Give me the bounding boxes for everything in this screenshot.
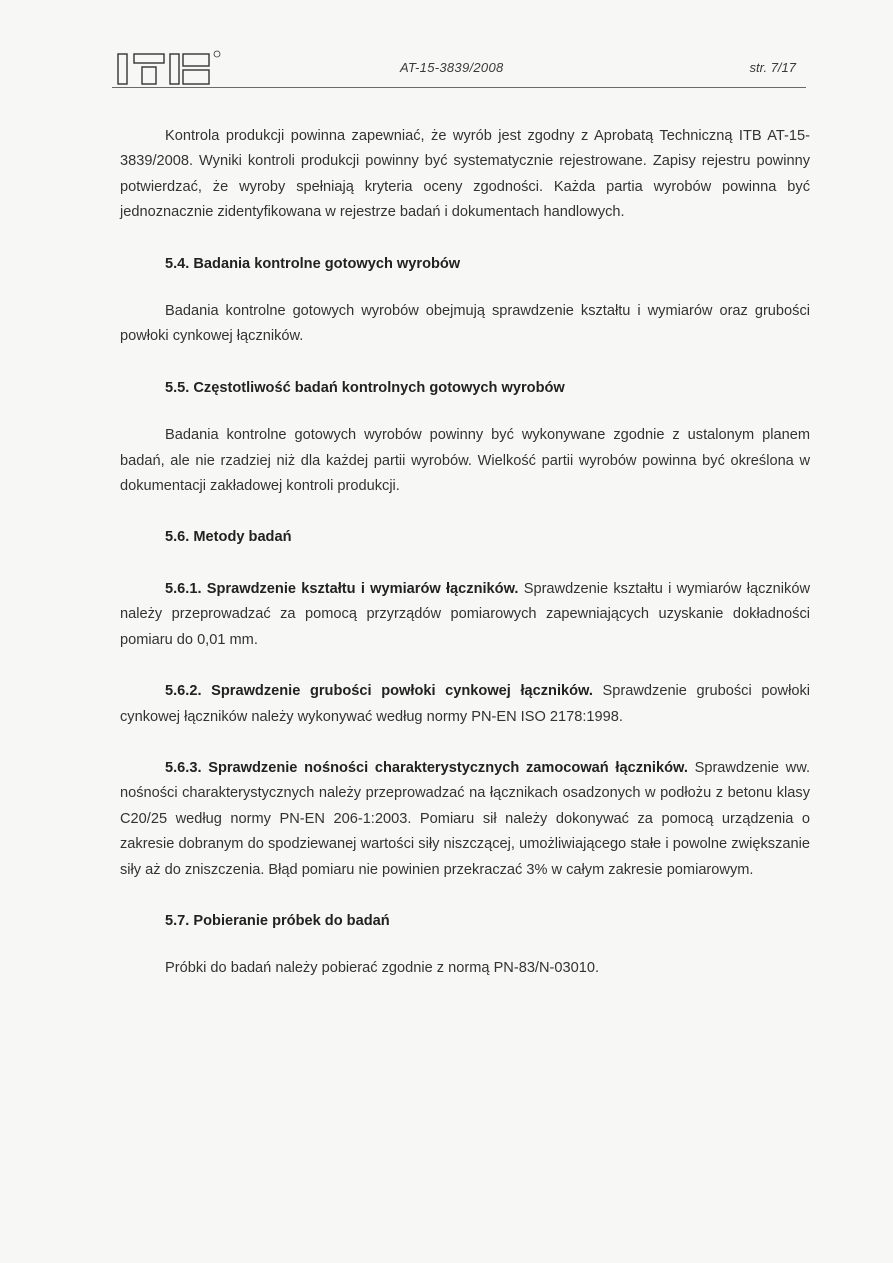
subsection-text-5-6-2: Sprawdzenie grubości powłoki cynkowej łączników należy wykonywać według normy PN-EN ISO 2178:1998.	[120, 683, 810, 725]
header-divider	[112, 87, 806, 88]
paragraph-5-6-1	[120, 577, 810, 653]
section-heading-5-7: 5.7. Pobieranie próbek do badań	[165, 912, 390, 929]
subsection-heading-5-6-3: 5.6.3. Sprawdzenie nośności charakterystycznych zamocowań łączników.	[165, 759, 688, 776]
paragraph-5-7: Próbki do badań należy pobierać zgodnie z normą PN-83/N-03010.	[165, 960, 600, 977]
paragraph-5-5: Badania kontrolne gotowych wyrobów powinny być wykonywane zgodnie z ustalonym planem badań, ale nie rzadziej niż dla każdej partii wyrobów. Wielkość partii wyrobów powinna być określona w dokumentacji zakładowej kontroli produkcji.	[120, 427, 810, 495]
subsection-heading-5-6-1: 5.6.1. Sprawdzenie kształtu i wymiarów łączników.	[165, 580, 519, 597]
section-heading-5-4: 5.4. Badania kontrolne gotowych wyrobów	[165, 255, 461, 272]
paragraph-5-6-3	[120, 756, 810, 883]
subsection-heading-5-6-2: 5.6.2. Sprawdzenie grubości powłoki cynkowej łączników.	[165, 683, 593, 700]
paragraph-5-6-2	[120, 679, 810, 730]
paragraph-5-4: Badania kontrolne gotowych wyrobów obejmują sprawdzenie kształtu i wymiarów oraz grubości powłoki cynkowej łączników.	[120, 303, 810, 345]
paragraph-intro: Kontrola produkcji powinna zapewniać, że wyrób jest zgodny z Aprobatą Techniczną ITB AT-15-3839/2008. Wyniki kontroli produkcji powinny być systematycznie rejestrowane. Zapisy rejestru powinny potwierdzać, że wyroby spełniają kryteria oceny zgodności. Każda partia wyrobów powinna być jednoznacznie zidentyfikowana w rejestrze badań i dokumentach handlowych.	[120, 128, 810, 221]
section-heading-5-5: 5.5. Częstotliwość badań kontrolnych gotowych wyrobów	[165, 379, 565, 396]
document-body	[120, 124, 810, 982]
page-header	[112, 44, 806, 92]
document-number: AT-15-3839/2008	[400, 60, 504, 75]
subsection-text-5-6-1: Sprawdzenie kształtu i wymiarów łączników należy przeprowadzać za pomocą przyrządów pomiarowych zapewniających uzyskanie dokładności pomiaru do 0,01 mm.	[120, 580, 810, 648]
itb-logo	[116, 50, 236, 88]
section-heading-5-6: 5.6. Metody badań	[165, 529, 292, 546]
page-number: str. 7/17	[749, 60, 796, 75]
subsection-text-5-6-3: Sprawdzenie ww. nośności charakterystycznych należy przeprowadzać na łącznikach osadzonych w podłożu z betonu klasy C20/25 według normy PN-EN 206-1:2003. Pomiaru sił należy dokonywać za pomocą urządzenia o zakresie dobranym do spodziewanej wartości siły niszczącej, umożliwiającego stałe i powolne zwiększanie siły aż do zniszczenia. Błąd pomiaru nie powinien przekraczać 3% w całym zakresie pomiarowym.	[120, 759, 810, 878]
